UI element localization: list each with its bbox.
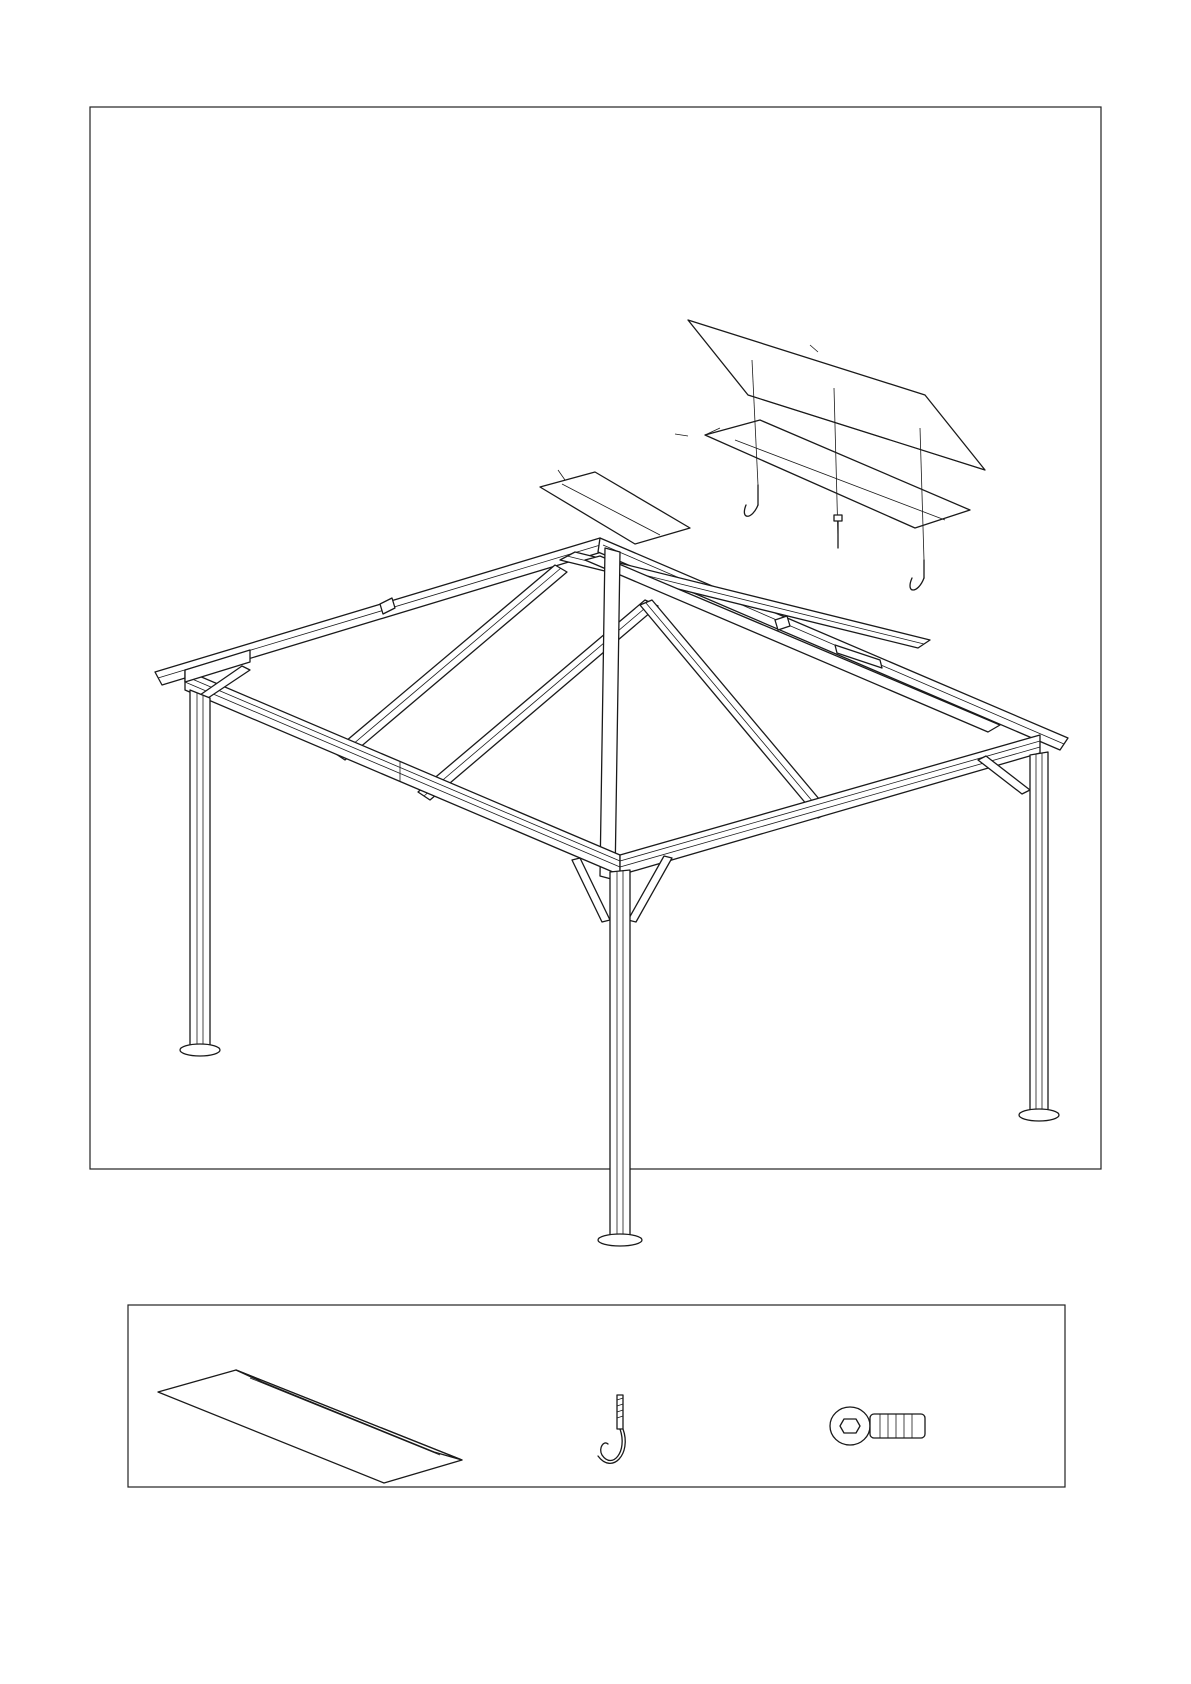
parts-box-bolt-icon: [830, 1407, 925, 1445]
post-front: [598, 870, 642, 1246]
parts-box-roof-cap-icon: [158, 1370, 462, 1483]
beam-front-right: [620, 735, 1040, 875]
bolt-icon: [834, 515, 842, 548]
page-frame: [90, 107, 1101, 1169]
parts-box: [128, 1305, 1065, 1487]
gazebo-frame-illustration: [155, 538, 1068, 1246]
parts-box-screw-hook-icon: [598, 1395, 625, 1463]
post-right: [1019, 752, 1059, 1121]
post-left: [180, 690, 220, 1056]
roof-cap-icon: [540, 470, 690, 544]
center-post: [600, 548, 620, 880]
